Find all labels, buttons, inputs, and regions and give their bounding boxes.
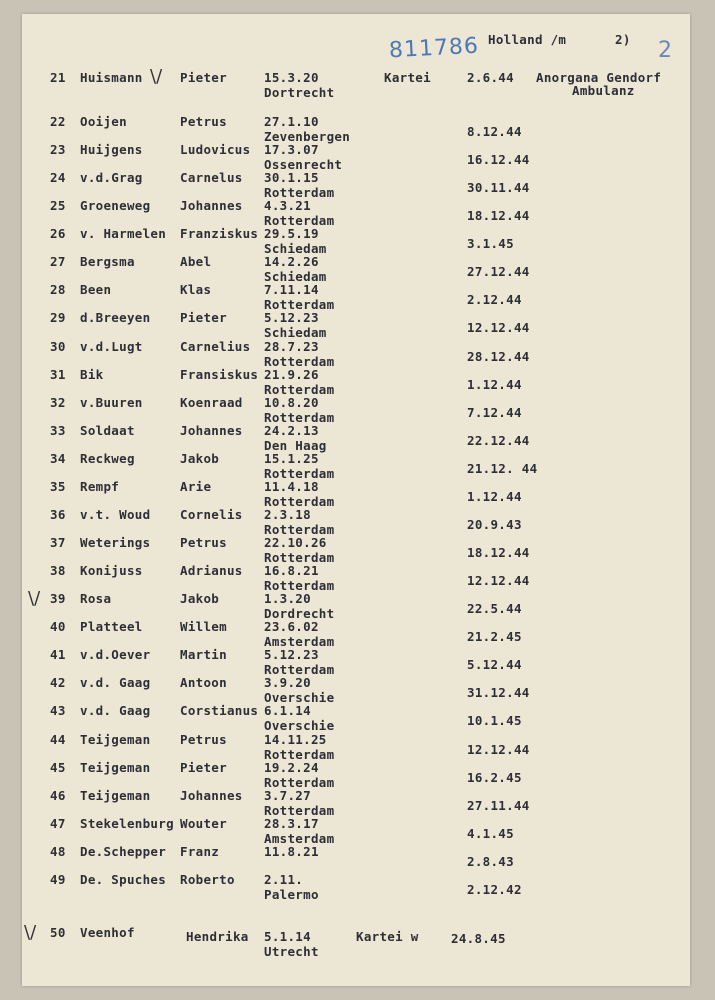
entry-kartei: Kartei <box>384 70 431 85</box>
entry-birth-date: 11.4.18 <box>264 478 319 494</box>
entry-given-name: Franziskus <box>180 226 259 242</box>
entry-surname: Huismann <box>80 70 143 85</box>
entry-surname: v.d. Gaag <box>80 703 151 719</box>
entry-birth-date: 28.7.23 <box>264 338 319 354</box>
entry-number: 39 <box>50 591 66 607</box>
entry-date: 18.12.44 <box>467 208 530 224</box>
entry-number: 24 <box>50 170 66 186</box>
entry-birth-date: 14.2.26 <box>264 254 319 270</box>
table-row <box>22 872 690 912</box>
entry-given-name: Ludovicus <box>180 142 251 158</box>
entry-date: 7.12.44 <box>467 404 522 420</box>
entry-surname: Bergsma <box>80 254 135 270</box>
entry-birth-place: Dordrecht <box>264 606 335 622</box>
entry-birth-date: 15.1.25 <box>264 450 319 466</box>
entry-given-name: Antoon <box>180 675 227 691</box>
entry-number: 28 <box>50 282 66 298</box>
entry-given-name: Adrianus <box>180 563 243 579</box>
entry-date: 24.8.45 <box>451 931 506 946</box>
entry-birth-date: 14.11.25 <box>264 731 327 747</box>
stamp-number: 811786 <box>388 33 480 64</box>
entry-number: 41 <box>50 647 66 663</box>
entry-birth-date: 6.1.14 <box>264 703 311 719</box>
entry-number: 35 <box>50 478 66 494</box>
entry-number: 32 <box>50 394 66 410</box>
entry-surname: Platteel <box>80 619 143 635</box>
entry-number: 33 <box>50 422 66 438</box>
entry-birth-date: 15.3.20 <box>264 70 319 85</box>
entry-birth-place: Rotterdam <box>264 297 335 313</box>
check-mark: \/ <box>150 66 163 87</box>
entry-birth-date: 21.9.26 <box>264 366 319 382</box>
entry-birth-place: Schiedam <box>264 241 327 257</box>
entry-date: 18.12.44 <box>467 545 530 561</box>
entry-birth-date: 23.6.02 <box>264 619 319 635</box>
entry-date: 5.12.44 <box>467 657 522 673</box>
entry-birth-place: Amsterdam <box>264 634 335 650</box>
last-entry <box>22 922 690 965</box>
entry-date: 22.5.44 <box>467 601 522 617</box>
entry-date: 12.12.44 <box>467 573 530 589</box>
entry-given-name: Pieter <box>180 310 227 326</box>
entry-given-name: Carnelus <box>180 170 243 186</box>
entry-birth-date: 2.11. <box>264 871 304 887</box>
entry-given-name: Carnelius <box>180 338 251 354</box>
entry-birth-place: Ossenrecht <box>264 157 343 173</box>
entry-surname: d.Breeyen <box>80 310 151 326</box>
entry-number: 31 <box>50 366 66 382</box>
entry-date: 16.12.44 <box>467 152 530 168</box>
entry-birth-place: Rotterdam <box>264 353 335 369</box>
entry-given-name: Jakob <box>180 591 220 607</box>
entry-number: 26 <box>50 226 66 242</box>
entry-birth-place: Amsterdam <box>264 830 335 846</box>
entry-birth-date: 29.5.19 <box>264 226 319 242</box>
entry-date: 12.12.44 <box>467 320 530 336</box>
entry-given-name: Petrus <box>180 114 227 129</box>
entry-given-name: Jakob <box>180 450 220 466</box>
entry-surname: Teijgeman <box>80 731 151 747</box>
entry-surname: Rosa <box>80 591 112 607</box>
entry-number: 43 <box>50 703 66 719</box>
entry-surname: Groeneweg <box>80 198 151 214</box>
entry-surname: v.d. Gaag <box>80 675 151 691</box>
entry-number: 29 <box>50 310 66 326</box>
entry-birth-place: Rotterdam <box>264 409 335 425</box>
entry-date: 8.12.44 <box>467 124 522 139</box>
corner-mark: 2 <box>658 38 672 63</box>
entry-number: 42 <box>50 675 66 691</box>
entry-number: 23 <box>50 142 66 158</box>
entry-birth-date: 16.8.21 <box>264 563 319 579</box>
entry-number: 46 <box>50 787 66 803</box>
entry-given-name: Arie <box>180 478 212 494</box>
entry-given-name: Koenraad <box>180 394 243 410</box>
entry-date: 1.12.44 <box>467 376 522 392</box>
entry-birth-date: 28.3.17 <box>264 815 319 831</box>
entry-date: 1.12.44 <box>467 488 522 504</box>
entry-birth-place: Rotterdam <box>264 746 335 762</box>
entry-surname: Veenhof <box>80 925 135 940</box>
entry-date: 21.2.45 <box>467 629 522 645</box>
entry-number: 50 <box>50 925 66 940</box>
entry-surname: Been <box>80 282 112 298</box>
entry-surname: v.d.Oever <box>80 647 151 663</box>
entry-number: 44 <box>50 731 66 747</box>
entry-given-name: Pieter <box>180 70 227 85</box>
entry-birth-place: Rotterdam <box>264 465 335 481</box>
entry-birth-place: Rotterdam <box>264 550 335 566</box>
entry-birth-place: Rotterdam <box>264 381 335 397</box>
entry-surname: Ooijen <box>80 114 127 129</box>
entry-given-name: Willem <box>180 619 227 635</box>
entry-number: 40 <box>50 619 66 635</box>
entry-date: 12.12.44 <box>467 741 530 757</box>
check-mark: \/ <box>28 588 41 610</box>
table-row <box>22 66 690 110</box>
entry-number: 49 <box>50 871 66 887</box>
entry-given-name: Corstianus <box>180 703 259 719</box>
entry-surname: v.d.Lugt <box>80 338 143 354</box>
entry-birth-date: 7.11.14 <box>264 282 319 298</box>
entry-date: 10.1.45 <box>467 713 522 729</box>
entry-birth-place: Utrecht <box>264 944 319 959</box>
entry-birth-place: Palermo <box>264 886 319 902</box>
entry-surname: Reckweg <box>80 450 135 466</box>
entry-number: 22 <box>50 114 66 129</box>
entry-date: 28.12.44 <box>467 348 530 364</box>
entry-note-2: Ambulanz <box>572 83 635 98</box>
entry-date: 2.8.43 <box>467 853 514 869</box>
entry-birth-date: 11.8.21 <box>264 843 319 859</box>
entry-date: 2.6.44 <box>467 70 514 85</box>
entry-number: 21 <box>50 70 66 85</box>
entry-number: 45 <box>50 759 66 775</box>
check-mark: \/ <box>24 922 37 943</box>
entry-given-name: Wouter <box>180 815 227 831</box>
entry-number: 48 <box>50 843 66 859</box>
entry-given-name: Johannes <box>180 422 243 438</box>
entry-given-name: Abel <box>180 254 212 270</box>
entry-birth-place: Zevenbergen <box>264 129 351 144</box>
entry-given-name: Petrus <box>180 535 227 551</box>
entry-surname: De. Spuches <box>80 871 167 887</box>
entry-date: 4.1.45 <box>467 825 514 841</box>
entry-given-name: Pieter <box>180 759 227 775</box>
entry-birth-date: 4.3.21 <box>264 198 311 214</box>
entry-birth-place: Overschie <box>264 718 335 734</box>
entry-number: 38 <box>50 563 66 579</box>
entry-given-name: Fransiskus <box>180 366 259 382</box>
entry-date: 31.12.44 <box>467 685 530 701</box>
entry-given-name: Johannes <box>180 198 243 214</box>
entry-birth-date: 27.1.10 <box>264 114 319 129</box>
entry-date: 3.1.45 <box>467 236 514 252</box>
entry-birth-date: 5.1.14 <box>264 929 311 944</box>
entry-surname: Konijuss <box>80 563 143 579</box>
entry-surname: Stekelenburg <box>80 815 174 831</box>
entry-birth-place: Rotterdam <box>264 774 335 790</box>
entry-date: 2.12.42 <box>467 881 522 897</box>
entry-number: 37 <box>50 535 66 551</box>
entry-surname: Bik <box>80 366 104 382</box>
entry-number: 47 <box>50 815 66 831</box>
entry-birth-date: 3.7.27 <box>264 787 311 803</box>
entry-given-name: Johannes <box>180 787 243 803</box>
entry-number: 27 <box>50 254 66 270</box>
entry-given-name: Petrus <box>180 731 227 747</box>
entry-birth-place: Rotterdam <box>264 493 335 509</box>
entry-surname: v.Buuren <box>80 394 143 410</box>
entry-birth-place: Dortrecht <box>264 85 335 100</box>
entry-given-name: Franz <box>180 843 220 859</box>
entry-date: 27.11.44 <box>467 797 530 813</box>
entry-birth-place: Rotterdam <box>264 802 335 818</box>
entry-surname: De.Schepper <box>80 843 167 859</box>
document-page <box>22 14 690 986</box>
entry-birth-date: 22.10.26 <box>264 535 327 551</box>
entry-surname: Teijgeman <box>80 759 151 775</box>
entry-date: 2.12.44 <box>467 292 522 308</box>
entry-date: 21.12. 44 <box>467 460 538 476</box>
entry-birth-place: Schiedam <box>264 269 327 285</box>
entry-birth-place: Overschie <box>264 690 335 706</box>
entry-number: 25 <box>50 198 66 214</box>
entry-birth-date: 5.12.23 <box>264 310 319 326</box>
header-page-ref: 2) <box>615 32 631 47</box>
entry-surname: Soldaat <box>80 422 135 438</box>
entry-birth-date: 5.12.23 <box>264 647 319 663</box>
entry-given-name: Hendrika <box>186 929 249 944</box>
entry-given-name: Roberto <box>180 871 235 887</box>
header-country: Holland /m <box>488 32 567 47</box>
entry-birth-date: 24.2.13 <box>264 422 319 438</box>
entry-birth-place: Rotterdam <box>264 185 335 201</box>
entry-surname: v.t. Woud <box>80 506 151 522</box>
entry-birth-date: 3.9.20 <box>264 675 311 691</box>
entry-date: 16.2.45 <box>467 769 522 785</box>
entry-number: 30 <box>50 338 66 354</box>
entry-surname: Weterings <box>80 535 151 551</box>
entry-surname: v.d.Grag <box>80 170 143 186</box>
entry-number: 36 <box>50 506 66 522</box>
entry-birth-place: Den Haag <box>264 437 327 453</box>
entry-date: 27.12.44 <box>467 264 530 280</box>
entry-date: 22.12.44 <box>467 432 530 448</box>
entry-birth-date: 2.3.18 <box>264 506 311 522</box>
entry-surname: Rempf <box>80 478 120 494</box>
entry-birth-date: 30.1.15 <box>264 170 319 186</box>
entry-given-name: Martin <box>180 647 227 663</box>
entry-birth-place: Schiedam <box>264 325 327 341</box>
entry-birth-place: Rotterdam <box>264 578 335 594</box>
entry-date: 20.9.43 <box>467 516 522 532</box>
entry-birth-date: 10.8.20 <box>264 394 319 410</box>
entry-surname: Huijgens <box>80 142 143 158</box>
entry-surname: Teijgeman <box>80 787 151 803</box>
entry-kartei: Kartei w <box>356 929 419 944</box>
entry-birth-date: 19.2.24 <box>264 759 319 775</box>
entry-birth-date: 1.3.20 <box>264 591 311 607</box>
entry-given-name: Cornelis <box>180 506 243 522</box>
entry-birth-place: Rotterdam <box>264 662 335 678</box>
entry-birth-place: Rotterdam <box>264 521 335 537</box>
entry-note: Anorgana Gendorf <box>536 70 662 85</box>
entry-date: 30.11.44 <box>467 180 530 196</box>
entry-birth-place: Rotterdam <box>264 213 335 229</box>
entry-birth-date: 17.3.07 <box>264 142 319 158</box>
entry-surname: v. Harmelen <box>80 226 167 242</box>
entry-number: 34 <box>50 450 66 466</box>
entry-given-name: Klas <box>180 282 212 298</box>
